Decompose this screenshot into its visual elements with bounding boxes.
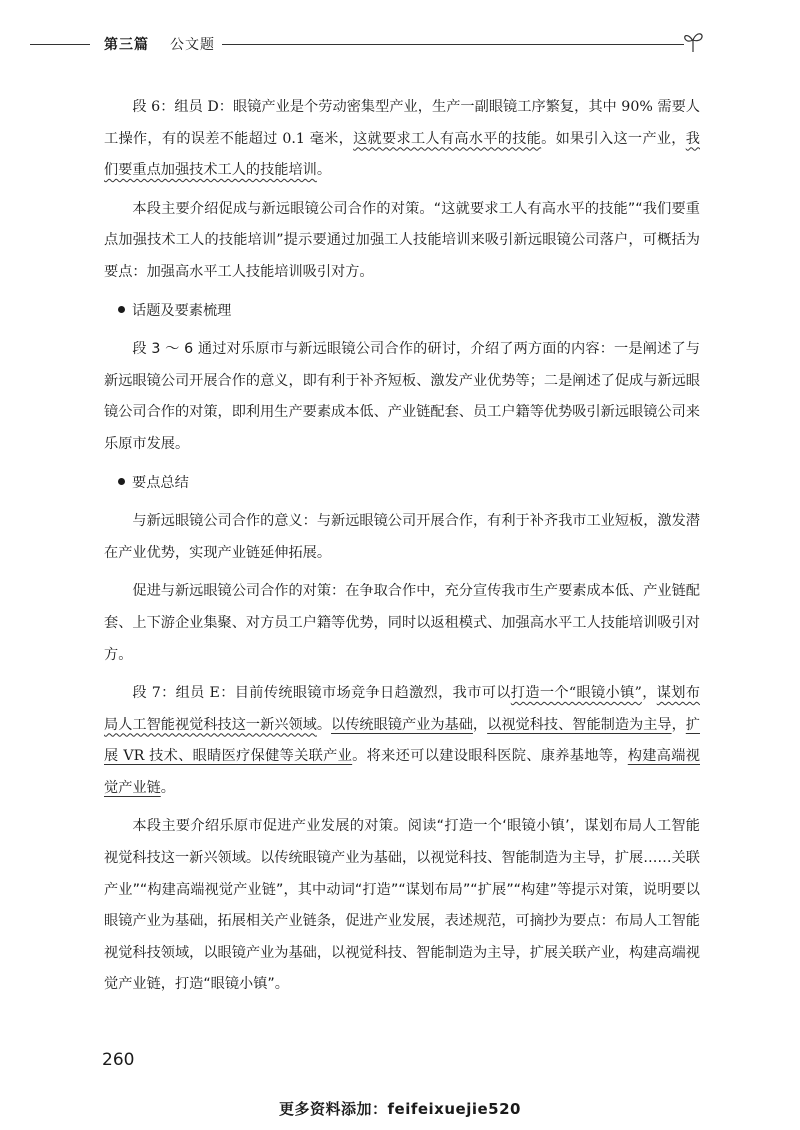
chapter-title: 第三篇 (104, 37, 149, 53)
bullet-icon (118, 306, 125, 313)
text-run: 。如果引入这一产业， (541, 130, 686, 147)
sprout-icon (680, 28, 706, 54)
wavy-underlined-text: 打造一个“眼镜小镇” (510, 685, 642, 702)
text-run: 。 (316, 716, 332, 733)
heading-topic-elements (104, 296, 700, 328)
wavy-underlined-text: 这就要求工人有高水平的技能 (353, 130, 542, 147)
wavy-underlined-text: 我们要重点加强技术工人的技能培训 (104, 130, 700, 179)
footer-note: 更多资料添加：feifeixuejie520 (279, 1100, 521, 1118)
underlined-text: 扩展 VR 技术、眼睛医疗保健等关联产业 (104, 716, 700, 765)
text-run: ， (671, 716, 686, 733)
analysis-paragraph-7: 本段主要介绍乐原市促进产业发展的对策。阅读“打造一个‘眼镜小镇’，谋划布局人工智能视觉科技这一新兴领域。以传统眼镜产业为基础，以视觉科技、智能制造为主导，扩展……关联产业”“构建高端视觉产业链”，其中动词“打造”“谋划布局”“扩展”“构建”等提示对策，说明要以眼镜产业为基础，拓展相关产业链条，促进产业发展，表述规范，可摘抄为要点：布局人工智能视觉科技领域，以眼镜产业为基础，以视觉科技、智能制造为主导，扩展关联产业，构建高端视觉产业链，打造“眼镜小镇”。 (104, 818, 700, 993)
page-header (0, 26, 800, 66)
underlined-text: 构建高端视觉产业链 (104, 748, 700, 796)
header-rule-right (222, 44, 684, 45)
heading-text: 要点总结 (132, 474, 189, 491)
section-title: 公文题 (170, 37, 215, 53)
page-number: 260 (102, 1050, 135, 1070)
heading-key-points (104, 468, 700, 500)
text-run: 段 6：组员 D：眼镜产业是个劳动密集型产业，生产一副眼镜工序繁复，其中 90% 需要人工操作，有的误差不能超过 0.1 毫米， (104, 99, 700, 147)
document-body (104, 92, 700, 1008)
text-run: 段 7：组员 E：目前传统眼镜市场竞争日趋激烈，我市可以 (132, 685, 511, 702)
paragraph-segment-7 (104, 678, 700, 804)
underlined-text: 以传统眼镜产业为基础 (331, 716, 473, 733)
text-run: ， (472, 716, 488, 733)
text-run: 。 (160, 779, 175, 796)
header-rule-left (30, 44, 90, 45)
analysis-paragraph-6: 本段主要介绍促成与新远眼镜公司合作的对策。“这就要求工人有高水平的技能”“我们要重点加强技术工人的技能培训”提示要通过加强工人技能培训来吸引新远眼镜公司落户，可概括为要点：加强高水平工人技能培训吸引对方。 (104, 200, 700, 280)
summary-paragraph-3-6: 段 3 ～ 6 通过对乐原市与新远眼镜公司合作的研讨，介绍了两方面的内容：一是阐述了与新远眼镜公司开展合作的意义，即有利于补齐短板、激发产业优势等；二是阐述了促成与新远眼镜公司合作的对策，即利用生产要素成本低、产业链配套、员工户籍等优势吸引新远眼镜公司来乐原市发展。 (104, 341, 700, 452)
text-run: ， (641, 685, 657, 702)
text-run: 。 (316, 162, 332, 179)
underlined-text: 以视觉科技、智能制造为主导 (487, 716, 672, 733)
paragraph-segment-6 (104, 92, 700, 187)
text-run: 。将来还可以建设眼科医院、康养基地等， (352, 748, 628, 765)
bullet-icon (118, 478, 125, 485)
wavy-underlined-text: 谋划布局人工智能视觉科技这一新兴领域 (104, 685, 700, 733)
key-point-significance: 与新远眼镜公司合作的意义：与新远眼镜公司开展合作，有利于补齐我市工业短板，激发潜在产业优势，实现产业链延伸拓展。 (104, 513, 700, 561)
key-point-measures: 促进与新远眼镜公司合作的对策：在争取合作中，充分宣传我市生产要素成本低、产业链配套、上下游企业集聚、对方员工户籍等优势，同时以返租模式、加强高水平工人技能培训吸引对方。 (104, 583, 700, 663)
heading-text: 话题及要素梳理 (132, 302, 232, 319)
